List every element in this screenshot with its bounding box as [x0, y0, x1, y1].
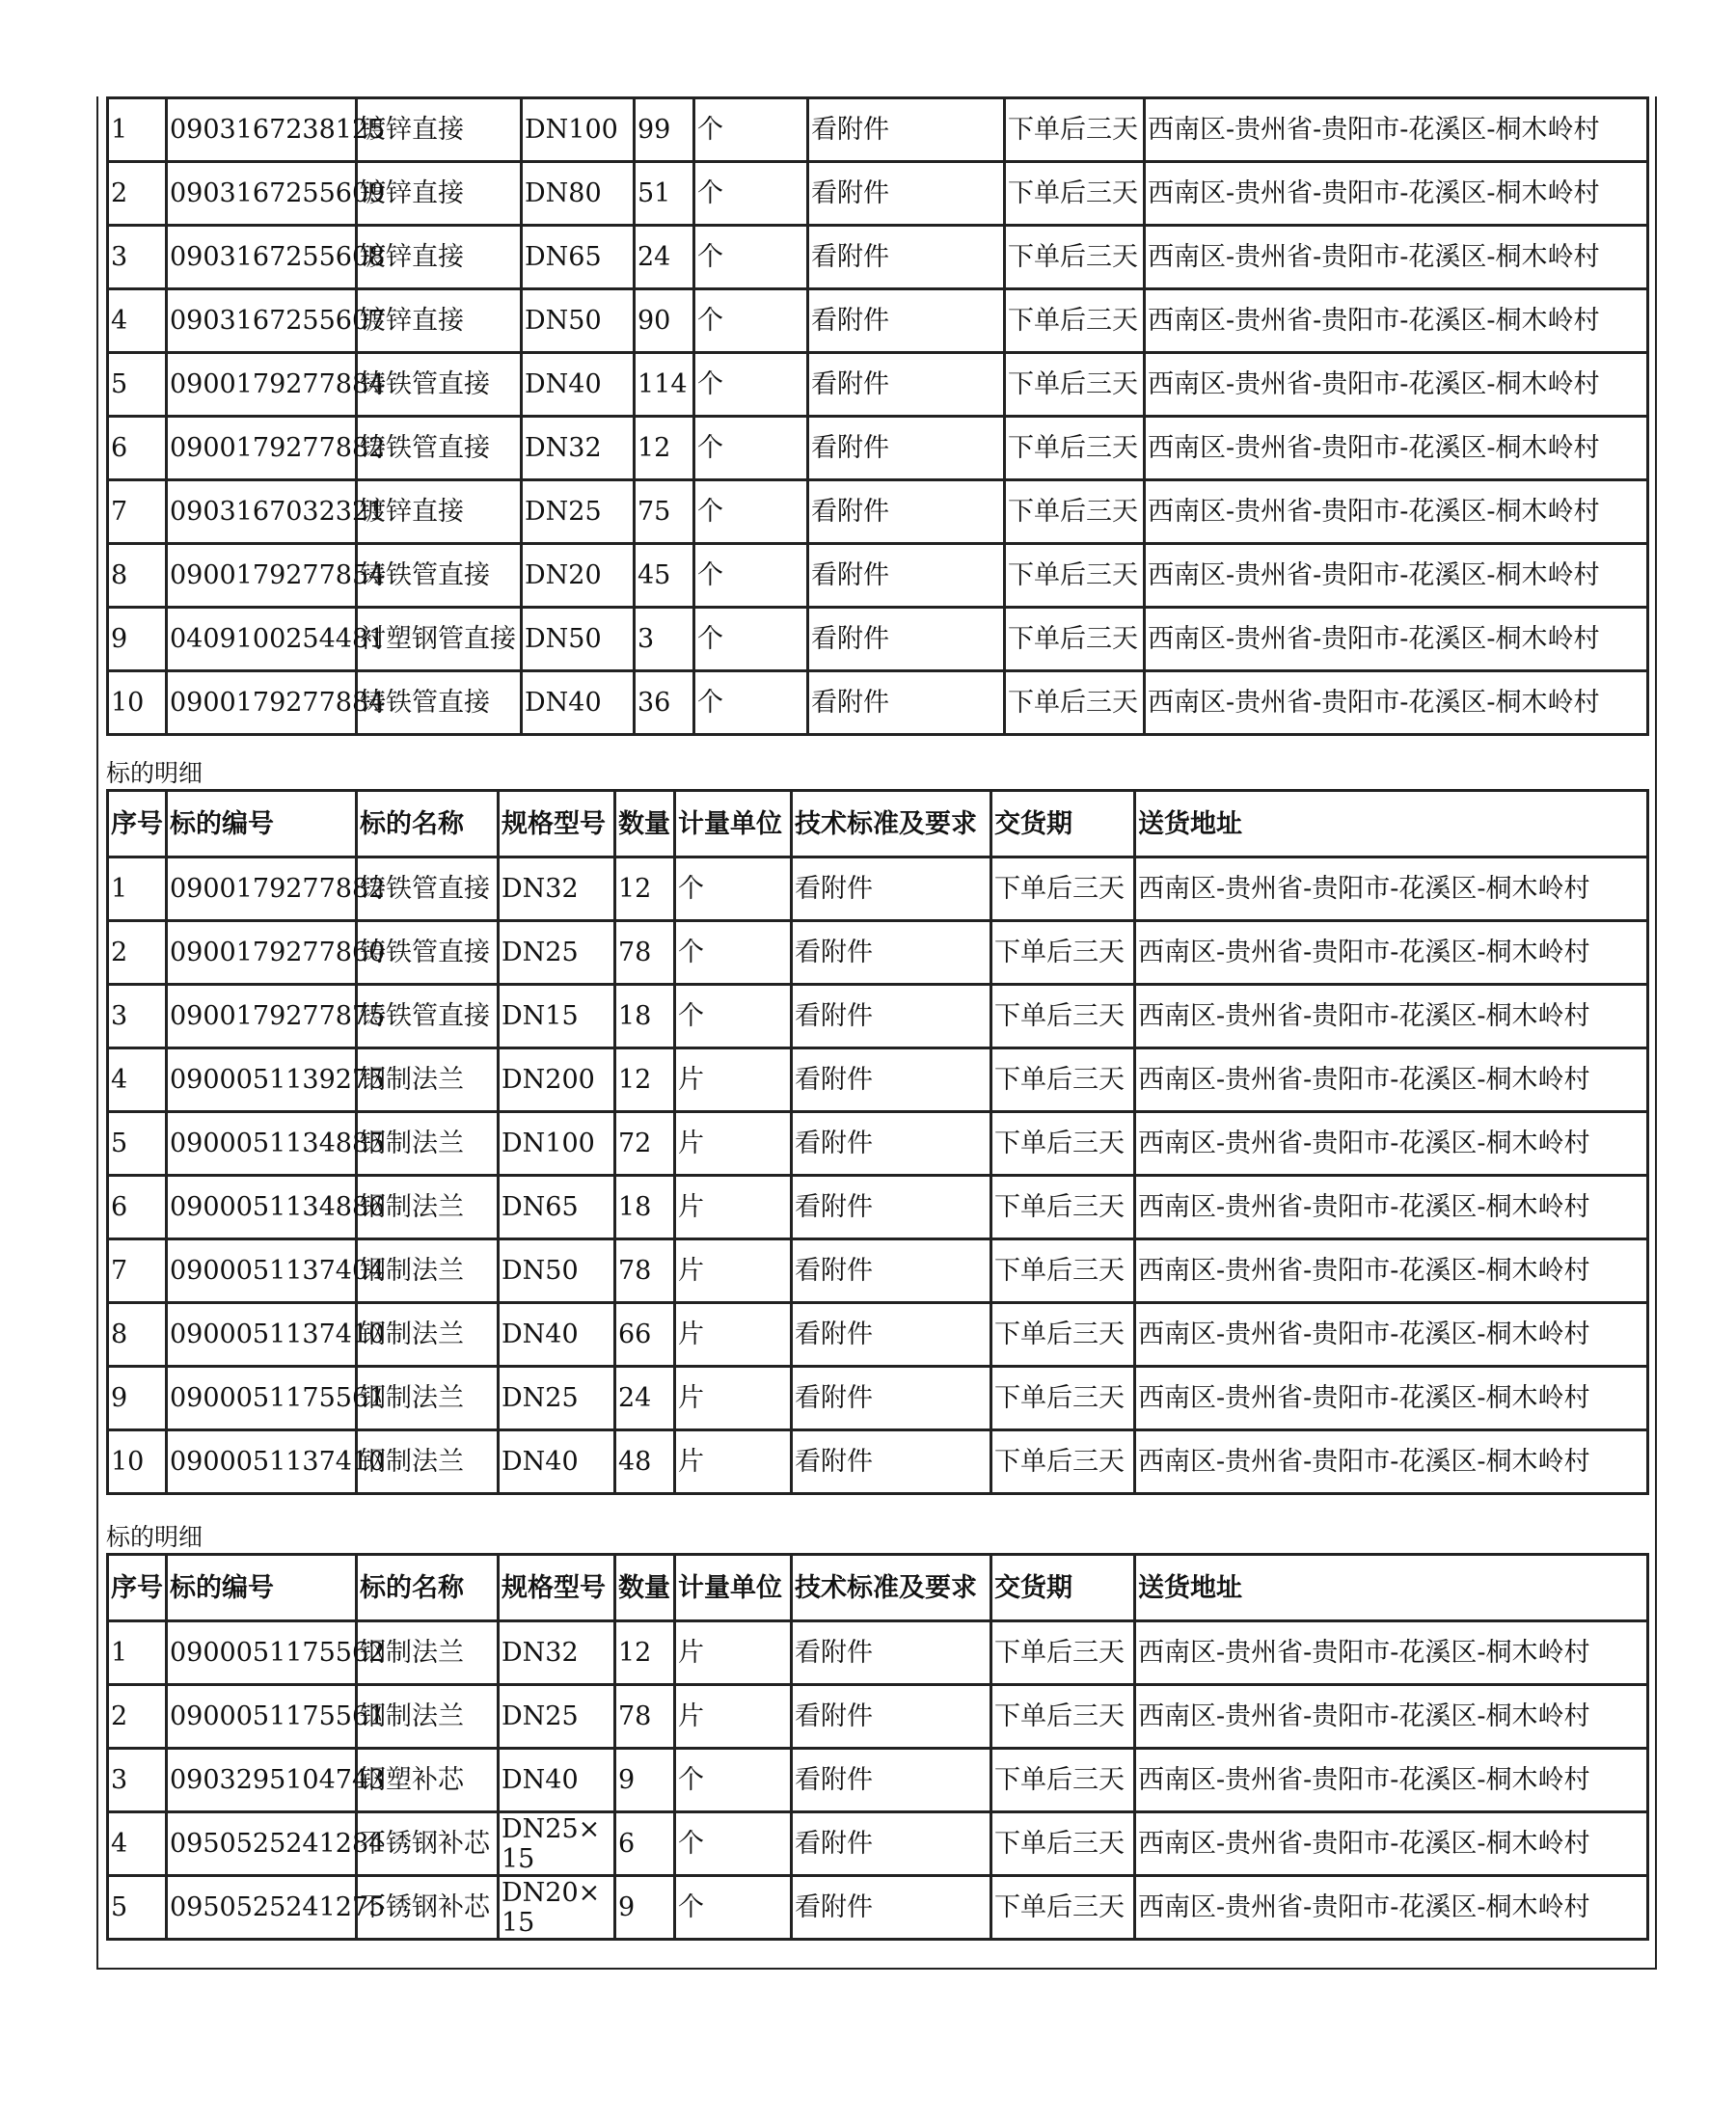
- unit-cell: 个: [694, 353, 808, 417]
- name-cell: 钢制法兰: [357, 1367, 499, 1430]
- standard-cell: 看附件: [792, 1876, 991, 1940]
- delivery-cell: 下单后三天: [991, 985, 1135, 1048]
- unit-cell: 片: [675, 1112, 792, 1176]
- code-header: 标的编号: [167, 1555, 357, 1621]
- spec-header: 规格型号: [499, 1555, 615, 1621]
- delivery-cell: 下单后三天: [991, 1112, 1135, 1176]
- code-cell: 0900051175561: [167, 1685, 357, 1749]
- delivery-cell: 下单后三天: [1005, 353, 1145, 417]
- code-cell: 0950525241284: [167, 1812, 357, 1876]
- seq-cell: 9: [108, 1367, 167, 1430]
- address-cell: 西南区-贵州省-贵阳市-花溪区-桐木岭村: [1135, 1048, 1648, 1112]
- address-cell: 西南区-贵州省-贵阳市-花溪区-桐木岭村: [1145, 544, 1648, 608]
- qty-cell: 36: [635, 671, 694, 735]
- address-cell: 西南区-贵州省-贵阳市-花溪区-桐木岭村: [1145, 289, 1648, 353]
- code-cell: 0900051134885: [167, 1112, 357, 1176]
- address-cell: 西南区-贵州省-贵阳市-花溪区-桐木岭村: [1145, 671, 1648, 735]
- delivery-cell: 下单后三天: [991, 921, 1135, 985]
- qty-cell: 75: [635, 480, 694, 544]
- name-cell: 铸铁管直接: [357, 985, 499, 1048]
- delivery-cell: 下单后三天: [1005, 289, 1145, 353]
- name-cell: 钢制法兰: [357, 1048, 499, 1112]
- qty-cell: 12: [635, 417, 694, 480]
- name-cell: 铸铁管直接: [357, 544, 522, 608]
- standard-cell: 看附件: [792, 1112, 991, 1176]
- delivery-cell: 下单后三天: [991, 1749, 1135, 1812]
- code-cell: 0900179277884: [167, 671, 357, 735]
- address-cell: 西南区-贵州省-贵阳市-花溪区-桐木岭村: [1145, 480, 1648, 544]
- detail-table-1: [106, 96, 1649, 736]
- address-cell: 西南区-贵州省-贵阳市-花溪区-桐木岭村: [1145, 162, 1648, 226]
- standard-cell: 看附件: [792, 1239, 991, 1303]
- spec-cell: DN50: [522, 608, 635, 671]
- spec-cell: DN25×15: [499, 1812, 615, 1876]
- qty-cell: 9: [615, 1749, 675, 1812]
- table-row: [108, 544, 1648, 608]
- seq-cell: 2: [108, 1685, 167, 1749]
- spec-cell: DN20×15: [499, 1876, 615, 1940]
- qty-cell: 45: [635, 544, 694, 608]
- address-cell: 西南区-贵州省-贵阳市-花溪区-桐木岭村: [1135, 1176, 1648, 1239]
- spec-cell: DN100: [522, 98, 635, 162]
- unit-cell: 片: [675, 1303, 792, 1367]
- address-cell: 西南区-贵州省-贵阳市-花溪区-桐木岭村: [1135, 1876, 1648, 1940]
- spec-cell: DN50: [522, 289, 635, 353]
- delivery-cell: 下单后三天: [991, 1239, 1135, 1303]
- delivery-cell: 下单后三天: [1005, 671, 1145, 735]
- qty-cell: 48: [615, 1430, 675, 1494]
- detail-table-3: [106, 1553, 1649, 1941]
- standard-cell: 看附件: [808, 289, 1005, 353]
- qty-cell: 12: [615, 1048, 675, 1112]
- qty-header: 数量: [615, 1555, 675, 1621]
- seq-cell: 3: [108, 226, 167, 289]
- delivery-header: 交货期: [991, 791, 1135, 857]
- standard-cell: 看附件: [808, 671, 1005, 735]
- table-header-row: [108, 791, 1648, 857]
- code-cell: 0900051139275: [167, 1048, 357, 1112]
- unit-cell: 个: [675, 1749, 792, 1812]
- unit-header: 计量单位: [675, 1555, 792, 1621]
- spec-cell: DN65: [499, 1176, 615, 1239]
- spec-cell: DN50: [499, 1239, 615, 1303]
- name-cell: 铸铁管直接: [357, 921, 499, 985]
- address-cell: 西南区-贵州省-贵阳市-花溪区-桐木岭村: [1135, 1367, 1648, 1430]
- qty-cell: 72: [615, 1112, 675, 1176]
- table-row: [108, 1430, 1648, 1494]
- table-row: [108, 671, 1648, 735]
- name-cell: 钢制法兰: [357, 1621, 499, 1685]
- spec-cell: DN40: [522, 353, 635, 417]
- table-row: [108, 1621, 1648, 1685]
- unit-cell: 个: [694, 608, 808, 671]
- standard-header: 技术标准及要求: [792, 1555, 991, 1621]
- name-cell: 钢塑补芯: [357, 1749, 499, 1812]
- seq-cell: 3: [108, 1749, 167, 1812]
- name-cell: 不锈钢补芯: [357, 1876, 499, 1940]
- standard-cell: 看附件: [792, 857, 991, 921]
- standard-cell: 看附件: [808, 353, 1005, 417]
- delivery-cell: 下单后三天: [991, 1048, 1135, 1112]
- table-row: [108, 985, 1648, 1048]
- unit-cell: 片: [675, 1048, 792, 1112]
- code-header: 标的编号: [167, 791, 357, 857]
- standard-cell: 看附件: [792, 1685, 991, 1749]
- address-cell: 西南区-贵州省-贵阳市-花溪区-桐木岭村: [1135, 985, 1648, 1048]
- address-cell: 西南区-贵州省-贵阳市-花溪区-桐木岭村: [1135, 1749, 1648, 1812]
- qty-cell: 18: [615, 1176, 675, 1239]
- unit-cell: 片: [675, 1685, 792, 1749]
- standard-cell: 看附件: [808, 162, 1005, 226]
- qty-cell: 51: [635, 162, 694, 226]
- code-cell: 0900051137410: [167, 1430, 357, 1494]
- name-cell: 钢制法兰: [357, 1112, 499, 1176]
- address-cell: 西南区-贵州省-贵阳市-花溪区-桐木岭村: [1135, 1621, 1648, 1685]
- qty-cell: 24: [635, 226, 694, 289]
- delivery-cell: 下单后三天: [991, 1176, 1135, 1239]
- standard-cell: 看附件: [792, 1303, 991, 1367]
- spec-cell: DN80: [522, 162, 635, 226]
- seq-cell: 10: [108, 671, 167, 735]
- standard-cell: 看附件: [792, 1176, 991, 1239]
- table-header-row: [108, 1555, 1648, 1621]
- unit-cell: 个: [694, 162, 808, 226]
- standard-cell: 看附件: [792, 1430, 991, 1494]
- standard-cell: 看附件: [808, 226, 1005, 289]
- seq-cell: 1: [108, 1621, 167, 1685]
- code-cell: 0903167255609: [167, 162, 357, 226]
- code-cell: 0903167255608: [167, 226, 357, 289]
- seq-cell: 5: [108, 353, 167, 417]
- table-row: [108, 162, 1648, 226]
- address-cell: 西南区-贵州省-贵阳市-花溪区-桐木岭村: [1145, 353, 1648, 417]
- spec-cell: DN65: [522, 226, 635, 289]
- qty-cell: 3: [635, 608, 694, 671]
- code-cell: 0903167032321: [167, 480, 357, 544]
- address-cell: 西南区-贵州省-贵阳市-花溪区-桐木岭村: [1135, 1812, 1648, 1876]
- unit-cell: 个: [675, 1876, 792, 1940]
- table-row: [108, 1749, 1648, 1812]
- table-row: [108, 1303, 1648, 1367]
- spec-cell: DN25: [499, 1367, 615, 1430]
- unit-cell: 个: [675, 857, 792, 921]
- spec-cell: DN32: [499, 857, 615, 921]
- spec-cell: DN40: [499, 1303, 615, 1367]
- address-cell: 西南区-贵州省-贵阳市-花溪区-桐木岭村: [1145, 98, 1648, 162]
- seq-cell: 4: [108, 289, 167, 353]
- code-cell: 0900179277884: [167, 353, 357, 417]
- name-cell: 镀锌直接: [357, 98, 522, 162]
- seq-cell: 7: [108, 1239, 167, 1303]
- standard-cell: 看附件: [792, 921, 991, 985]
- name-cell: 钢制法兰: [357, 1176, 499, 1239]
- unit-cell: 个: [694, 289, 808, 353]
- spec-header: 规格型号: [499, 791, 615, 857]
- table-row: [108, 480, 1648, 544]
- name-cell: 钢制法兰: [357, 1685, 499, 1749]
- address-cell: 西南区-贵州省-贵阳市-花溪区-桐木岭村: [1135, 1685, 1648, 1749]
- name-cell: 镀锌直接: [357, 289, 522, 353]
- delivery-cell: 下单后三天: [991, 1685, 1135, 1749]
- unit-cell: 个: [694, 671, 808, 735]
- unit-cell: 个: [694, 480, 808, 544]
- document-page: [96, 96, 1657, 1970]
- code-cell: 0900051175561: [167, 1367, 357, 1430]
- seq-cell: 8: [108, 1303, 167, 1367]
- code-cell: 0409100254481: [167, 608, 357, 671]
- standard-cell: 看附件: [792, 1749, 991, 1812]
- delivery-cell: 下单后三天: [1005, 162, 1145, 226]
- unit-cell: 片: [675, 1367, 792, 1430]
- unit-cell: 个: [694, 544, 808, 608]
- seq-cell: 1: [108, 98, 167, 162]
- name-cell: 铸铁管直接: [357, 671, 522, 735]
- standard-cell: 看附件: [792, 1048, 991, 1112]
- code-cell: 0900051175562: [167, 1621, 357, 1685]
- seq-cell: 7: [108, 480, 167, 544]
- unit-cell: 片: [675, 1430, 792, 1494]
- delivery-cell: 下单后三天: [1005, 544, 1145, 608]
- table-row: [108, 1176, 1648, 1239]
- detail-table-2: [106, 789, 1649, 1495]
- name-cell: 镀锌直接: [357, 162, 522, 226]
- table-row: [108, 1239, 1648, 1303]
- table-row: [108, 1048, 1648, 1112]
- name-cell: 衬塑钢管直接: [357, 608, 522, 671]
- name-cell: 铸铁管直接: [357, 353, 522, 417]
- unit-cell: 个: [694, 98, 808, 162]
- address-cell: 西南区-贵州省-贵阳市-花溪区-桐木岭村: [1135, 1430, 1648, 1494]
- table-row: [108, 226, 1648, 289]
- spec-cell: DN100: [499, 1112, 615, 1176]
- delivery-cell: 下单后三天: [991, 1303, 1135, 1367]
- spec-cell: DN40: [522, 671, 635, 735]
- spec-cell: DN25: [499, 921, 615, 985]
- seq-cell: 5: [108, 1112, 167, 1176]
- qty-cell: 114: [635, 353, 694, 417]
- address-cell: 西南区-贵州省-贵阳市-花溪区-桐木岭村: [1135, 857, 1648, 921]
- code-cell: 0950525241275: [167, 1876, 357, 1940]
- spec-cell: DN20: [522, 544, 635, 608]
- qty-cell: 12: [615, 857, 675, 921]
- delivery-cell: 下单后三天: [991, 1621, 1135, 1685]
- spec-cell: DN32: [522, 417, 635, 480]
- standard-cell: 看附件: [792, 1812, 991, 1876]
- name-cell: 钢制法兰: [357, 1239, 499, 1303]
- spec-cell: DN25: [499, 1685, 615, 1749]
- unit-cell: 个: [694, 417, 808, 480]
- table-row: [108, 98, 1648, 162]
- unit-cell: 片: [675, 1239, 792, 1303]
- table-row: [108, 857, 1648, 921]
- address-cell: 西南区-贵州省-贵阳市-花溪区-桐木岭村: [1135, 1112, 1648, 1176]
- spec-cell: DN25: [522, 480, 635, 544]
- spec-cell: DN200: [499, 1048, 615, 1112]
- seq-header: 序号: [108, 791, 167, 857]
- unit-cell: 片: [675, 1621, 792, 1685]
- address-cell: 西南区-贵州省-贵阳市-花溪区-桐木岭村: [1135, 1239, 1648, 1303]
- qty-cell: 99: [635, 98, 694, 162]
- seq-cell: 3: [108, 985, 167, 1048]
- seq-cell: 4: [108, 1812, 167, 1876]
- unit-cell: 个: [675, 985, 792, 1048]
- qty-cell: 90: [635, 289, 694, 353]
- standard-cell: 看附件: [792, 985, 991, 1048]
- name-cell: 铸铁管直接: [357, 417, 522, 480]
- standard-cell: 看附件: [808, 98, 1005, 162]
- spec-cell: DN32: [499, 1621, 615, 1685]
- table-row: [108, 353, 1648, 417]
- delivery-cell: 下单后三天: [991, 1812, 1135, 1876]
- qty-cell: 9: [615, 1876, 675, 1940]
- code-cell: 0903167255607: [167, 289, 357, 353]
- name-cell: 钢制法兰: [357, 1430, 499, 1494]
- table-row: [108, 417, 1648, 480]
- standard-cell: 看附件: [808, 544, 1005, 608]
- code-cell: 0900051134886: [167, 1176, 357, 1239]
- seq-cell: 5: [108, 1876, 167, 1940]
- qty-cell: 6: [615, 1812, 675, 1876]
- seq-cell: 10: [108, 1430, 167, 1494]
- seq-cell: 9: [108, 608, 167, 671]
- code-cell: 0900051137410: [167, 1303, 357, 1367]
- delivery-cell: 下单后三天: [991, 1430, 1135, 1494]
- name-cell: 镀锌直接: [357, 480, 522, 544]
- qty-cell: 66: [615, 1303, 675, 1367]
- standard-header: 技术标准及要求: [792, 791, 991, 857]
- spec-cell: DN15: [499, 985, 615, 1048]
- standard-cell: 看附件: [792, 1367, 991, 1430]
- qty-cell: 24: [615, 1367, 675, 1430]
- qty-header: 数量: [615, 791, 675, 857]
- seq-cell: 1: [108, 857, 167, 921]
- spec-cell: DN40: [499, 1749, 615, 1812]
- delivery-cell: 下单后三天: [991, 857, 1135, 921]
- name-header: 标的名称: [357, 1555, 499, 1621]
- code-cell: 0900179277875: [167, 985, 357, 1048]
- qty-cell: 78: [615, 1239, 675, 1303]
- seq-header: 序号: [108, 1555, 167, 1621]
- code-cell: 0900179277882: [167, 857, 357, 921]
- qty-cell: 12: [615, 1621, 675, 1685]
- unit-cell: 个: [694, 226, 808, 289]
- section-caption: 标的明细: [106, 759, 203, 787]
- seq-cell: 6: [108, 1176, 167, 1239]
- delivery-cell: 下单后三天: [991, 1367, 1135, 1430]
- address-cell: 西南区-贵州省-贵阳市-花溪区-桐木岭村: [1145, 608, 1648, 671]
- standard-cell: 看附件: [792, 1621, 991, 1685]
- unit-cell: 个: [675, 921, 792, 985]
- table-row: [108, 1876, 1648, 1940]
- code-cell: 0903295104743: [167, 1749, 357, 1812]
- section-caption: 标的明细: [106, 1523, 203, 1551]
- seq-cell: 2: [108, 162, 167, 226]
- delivery-header: 交货期: [991, 1555, 1135, 1621]
- spec-cell: DN40: [499, 1430, 615, 1494]
- name-cell: 镀锌直接: [357, 226, 522, 289]
- address-header: 送货地址: [1135, 791, 1648, 857]
- delivery-cell: 下单后三天: [991, 1876, 1135, 1940]
- delivery-cell: 下单后三天: [1005, 226, 1145, 289]
- name-header: 标的名称: [357, 791, 499, 857]
- table-row: [108, 608, 1648, 671]
- table-row: [108, 1685, 1648, 1749]
- standard-cell: 看附件: [808, 480, 1005, 544]
- unit-cell: 个: [675, 1812, 792, 1876]
- qty-cell: 78: [615, 921, 675, 985]
- table-row: [108, 921, 1648, 985]
- standard-cell: 看附件: [808, 417, 1005, 480]
- name-cell: 钢制法兰: [357, 1303, 499, 1367]
- unit-cell: 片: [675, 1176, 792, 1239]
- table-row: [108, 1812, 1648, 1876]
- standard-cell: 看附件: [808, 608, 1005, 671]
- seq-cell: 4: [108, 1048, 167, 1112]
- delivery-cell: 下单后三天: [1005, 608, 1145, 671]
- address-cell: 西南区-贵州省-贵阳市-花溪区-桐木岭村: [1145, 226, 1648, 289]
- code-cell: 0903167238125: [167, 98, 357, 162]
- delivery-cell: 下单后三天: [1005, 417, 1145, 480]
- unit-header: 计量单位: [675, 791, 792, 857]
- code-cell: 0900179277860: [167, 921, 357, 985]
- address-header: 送货地址: [1135, 1555, 1648, 1621]
- seq-cell: 6: [108, 417, 167, 480]
- delivery-cell: 下单后三天: [1005, 480, 1145, 544]
- table-row: [108, 1112, 1648, 1176]
- code-cell: 0900051137404: [167, 1239, 357, 1303]
- table-row: [108, 289, 1648, 353]
- name-cell: 铸铁管直接: [357, 857, 499, 921]
- name-cell: 不锈钢补芯: [357, 1812, 499, 1876]
- seq-cell: 2: [108, 921, 167, 985]
- seq-cell: 8: [108, 544, 167, 608]
- qty-cell: 78: [615, 1685, 675, 1749]
- delivery-cell: 下单后三天: [1005, 98, 1145, 162]
- table-row: [108, 1367, 1648, 1430]
- address-cell: 西南区-贵州省-贵阳市-花溪区-桐木岭村: [1135, 1303, 1648, 1367]
- qty-cell: 18: [615, 985, 675, 1048]
- code-cell: 0900179277882: [167, 417, 357, 480]
- address-cell: 西南区-贵州省-贵阳市-花溪区-桐木岭村: [1145, 417, 1648, 480]
- address-cell: 西南区-贵州省-贵阳市-花溪区-桐木岭村: [1135, 921, 1648, 985]
- code-cell: 0900179277854: [167, 544, 357, 608]
